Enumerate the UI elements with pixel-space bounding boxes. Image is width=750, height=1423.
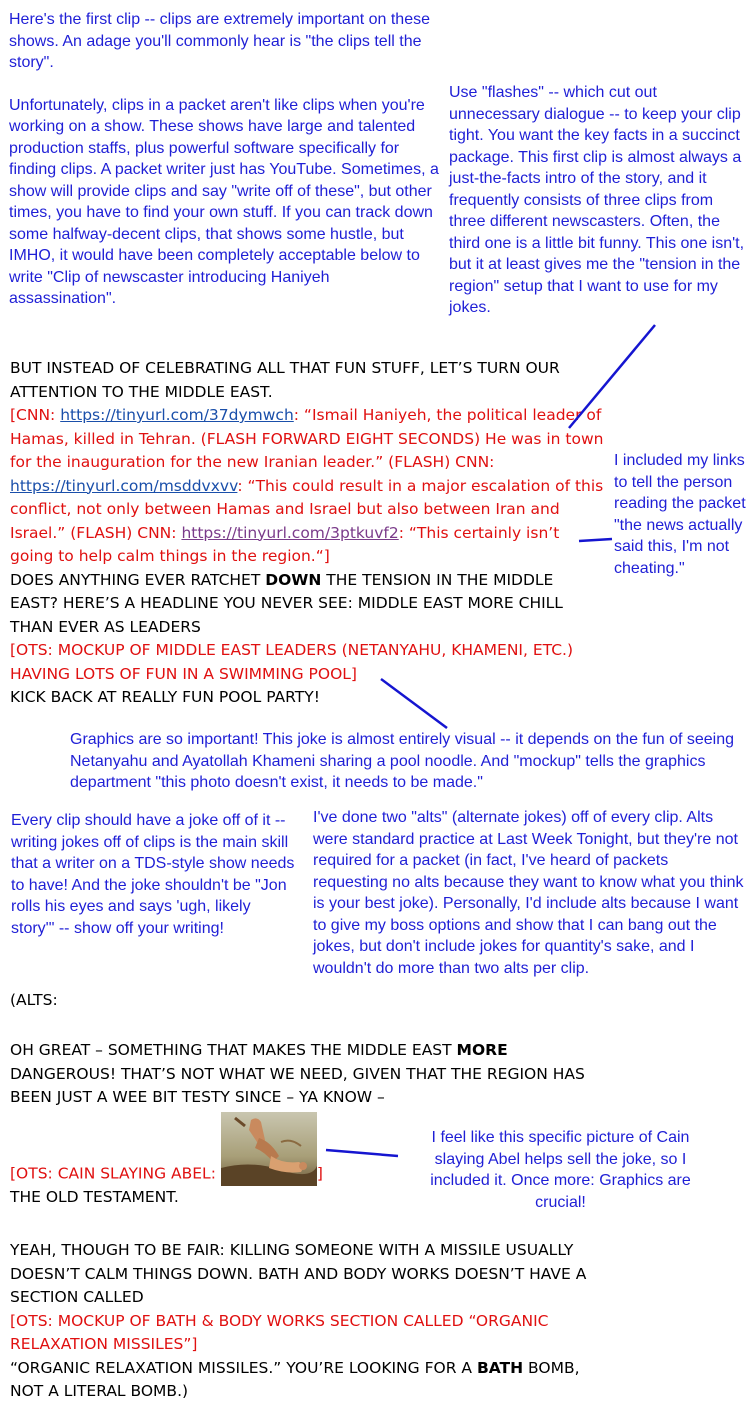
alt-2-bold: BATH	[476, 1358, 524, 1377]
ots-bath-body-works: [OTS: MOCKUP OF BATH & BODY WORKS SECTION CALLED “ORGANIC RELAXATION MISSILES”]	[10, 1311, 549, 1353]
alt-1-text-a: OH GREAT – SOMETHING THAT MAKES THE MIDDLE EAST	[10, 1041, 457, 1059]
clip-quote-3: : “This certainly isn’t going to help calm things in the region.“]	[10, 523, 560, 565]
alt-2-text-b: “ORGANIC RELAXATION MISSILES.” YOU’RE LOOKING FOR A	[10, 1358, 477, 1377]
script-alts-open: (ALTS:	[10, 991, 58, 1009]
connector-graphics	[381, 679, 447, 728]
script-intro-line: BUT INSTEAD OF CELEBRATING ALL THAT FUN STUFF, LET’S TURN OUR ATTENTION TO THE MIDDLE EAST.	[10, 359, 560, 401]
connector-links	[579, 539, 612, 541]
cnn-link-2[interactable]: https://tinyurl.com/msddvxvv	[10, 476, 238, 495]
clip-quote-1: : “Ismail Haniyeh, the political leader of Hamas, killed in Tehran. (FLASH FORWARD EIGHT SECONDS) He was in town for the inauguration for the new Iranian leader.” (FLASH) CNN:	[10, 406, 604, 471]
annotation-links: I included my links to tell the person reading the packet "the news actually said this, I'm not cheating."	[614, 452, 746, 577]
annotation-graphics: Graphics are so important! This joke is almost entirely visual -- it depends on the fun of seeing Netanyahu and Ayatollah Khameni sharing a pool noodle. And "mockup" tells the graphics department "this photo doesn't exist, it needs to be made."	[70, 731, 735, 791]
annotation-clip-intro-p1: Here's the first clip -- clips are extremely important on these shows. An adage you'll commonly hear is "the clips tell the story".	[9, 11, 430, 71]
annotation-clip-intro-p2: Unfortunately, clips in a packet aren't like clips when you're working on a show. These shows have large and talented production staffs, plus powerful software specifically for finding clips. A packet writer just has YouTube. Sometimes, a show will provide clips and say "write off of these", but other times, you have to find your own stuff. If you can track down some halfway-decent clips, that shows some hustle, but IMHO, it would have been completely acceptable below to write "Clip of newscaster introducing Haniyeh assassination".	[9, 96, 439, 307]
alt-2-text-a: YEAH, THOUGH TO BE FAIR: KILLING SOMEONE WITH A MISSILE USUALLY DOESN’T CALM THINGS DOWN. BATH AND BODY WORKS DOESN’T HAVE A SECTION CALLED	[10, 1241, 587, 1306]
joke-1-text-a: DOES ANYTHING EVER RATCHET	[10, 570, 266, 589]
ots-cain-open: [OTS: CAIN SLAYING ABEL:	[10, 1164, 221, 1183]
clip-quote-2: : “This could result in a major escalation of this conflict, not only between Hamas and Israel but also between Iran and Israel.” (FLASH) CNN:	[10, 476, 604, 542]
alt-1-end: THE OLD TESTAMENT.	[10, 1188, 179, 1206]
connector-cain	[326, 1150, 398, 1156]
joke-1-text-b: THE TENSION IN THE MIDDLE EAST? HERE’S A HEADLINE YOU NEVER SEE: MIDDLE EAST MORE CHILL THAN EVER AS LEADERS	[10, 570, 563, 636]
clip-open: [CNN:	[10, 406, 61, 424]
joke-1-end: KICK BACK AT REALLY FUN POOL PARTY!	[10, 688, 320, 706]
ots-cain-close: ]	[316, 1164, 323, 1183]
alt-1-bold: MORE	[456, 1041, 508, 1059]
cnn-link-1[interactable]: https://tinyurl.com/37dymwch	[60, 406, 294, 424]
annotation-flashes: Use "flashes" -- which cut out unnecessary dialogue -- to keep your clip tight. You want the key facts in a succinct package. This first clip is almost always a just-the-facts intro of the story, and it frequently consists of three clips from three different newscasters. Often, the third one is a little bit funny. This one isn't, but it at least gives me the "tension in the region" setup that I want to use for my jokes.	[449, 84, 745, 316]
alt-2-text-c: BOMB, NOT A LITERAL BOMB.)	[10, 1358, 580, 1400]
alt-1-text-b: DANGEROUS! THAT’S NOT WHAT WE NEED, GIVEN THAT THE REGION HAS BEEN JUST A WEE BIT TESTY SINCE – YA KNOW –	[10, 1064, 585, 1106]
ots-pool-party: [OTS: MOCKUP OF MIDDLE EAST LEADERS (NETANYAHU, KHAMENI, ETC.) HAVING LOTS OF FUN IN A SWIMMING POOL]	[10, 641, 573, 683]
annotation-alts: I've done two "alts" (alternate jokes) off of every clip. Alts were standard practice at Last Week Tonight, but they're not required for a packet (in fact, I've heard of packets requesting no alts because they want to know what you think is your best joke). Personally, I'd include alts because I want to give my boss options and show that I can bang out the jokes, but don't include jokes for quantity's sake, and I wouldn't do more than two alts per clip.	[313, 809, 744, 977]
cnn-link-3[interactable]: https://tinyurl.com/3ptkuvf2	[181, 523, 399, 542]
annotation-cain-picture: I feel like this specific picture of Cain slaying Abel helps sell the joke, so I included it. Once more: Graphics are crucial!	[430, 1129, 691, 1211]
connector-flashes	[569, 325, 655, 428]
annotation-every-clip: Every clip should have a joke off of it -- writing jokes off of clips is the main skill that a writer on a TDS-style show needs to have! And the joke shouldn't be "Jon rolls his eyes and says 'ugh, likely story'" -- show off your writing!	[11, 812, 295, 937]
joke-1-bold: DOWN	[265, 570, 322, 589]
